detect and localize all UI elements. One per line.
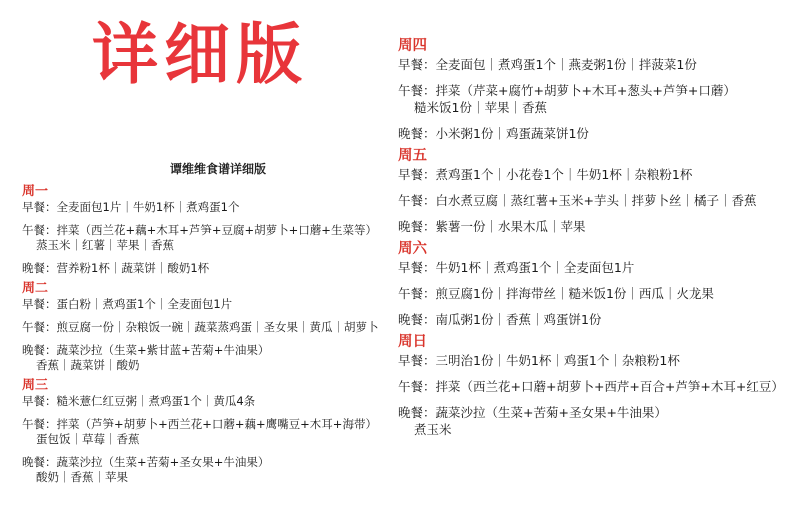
- meal-label: 早餐：: [22, 297, 57, 311]
- meal-dinner: [398, 218, 788, 235]
- meal-label: 早餐：: [398, 57, 436, 72]
- meal-lunch: [398, 285, 788, 302]
- meal-text: 糙米薏仁红豆粥｜煮鸡蛋1个｜黄瓜4条: [56, 394, 256, 408]
- meal-dinner: [22, 343, 392, 373]
- meal-breakfast: [22, 200, 392, 215]
- day-heading: 周六: [398, 241, 427, 257]
- day-block-friday: [398, 146, 788, 235]
- meal-text-continued: 蒸玉米｜红薯｜苹果｜香蕉: [36, 238, 174, 252]
- meal-text: 全麦面包1片｜牛奶1杯｜煮鸡蛋1个: [56, 200, 240, 214]
- meal-text: 蔬菜沙拉（生菜+苦菊+圣女果+牛油果）: [56, 455, 270, 469]
- meal-label: 早餐：: [22, 200, 57, 214]
- meal-label: 午餐：: [398, 286, 436, 301]
- meal-text: 紫薯一份｜水果木瓜｜苹果: [435, 219, 586, 234]
- meal-text: 拌菜（芹菜+腐竹+胡萝卜+木耳+葱头+芦笋+口蘑）: [435, 83, 736, 98]
- meal-label: 晚餐：: [22, 455, 57, 469]
- meal-label: 晚餐：: [22, 343, 57, 357]
- day-block-sunday: [398, 332, 788, 438]
- document-subtitle: 谭维维食谱详细版: [170, 162, 267, 176]
- day-block-wednesday: [22, 378, 392, 485]
- meal-label: 晚餐：: [398, 405, 436, 420]
- meal-text: 南瓜粥1份｜香蕉｜鸡蛋饼1份: [435, 312, 602, 327]
- meal-dinner: [398, 125, 788, 142]
- meal-dinner: [398, 404, 788, 438]
- meal-label: 早餐：: [398, 167, 436, 182]
- meal-text: 白水煮豆腐｜蒸红薯+玉米+芋头｜拌萝卜丝｜橘子｜香蕉: [435, 193, 757, 208]
- day-heading: 周四: [398, 38, 427, 54]
- meal-text-continued: 煮玉米: [414, 422, 452, 437]
- meal-label: 午餐：: [398, 83, 436, 98]
- meal-breakfast: [22, 297, 392, 312]
- day-block-thursday: [398, 36, 788, 142]
- meal-text: 牛奶1杯｜煮鸡蛋1个｜全麦面包1片: [435, 260, 635, 275]
- meal-breakfast: [398, 352, 788, 369]
- day-heading: 周三: [22, 378, 49, 393]
- meal-label: 晚餐：: [22, 261, 57, 275]
- meal-text: 拌菜（西兰花+口蘑+胡萝卜+西芹+百合+芦笋+木耳+红豆）: [435, 379, 784, 394]
- meal-label: 晚餐：: [398, 126, 436, 141]
- day-heading: 周一: [22, 184, 49, 199]
- meal-text: 蛋白粉｜煮鸡蛋1个｜全麦面包1片: [56, 297, 233, 311]
- meal-dinner: [22, 455, 392, 485]
- day-heading: 周五: [398, 148, 427, 164]
- meal-dinner: [398, 311, 788, 328]
- meal-text: 小米粥1份｜鸡蛋蔬菜饼1份: [435, 126, 589, 141]
- day-block-saturday: [398, 239, 788, 328]
- meal-label: 早餐：: [398, 353, 436, 368]
- meal-breakfast: [398, 56, 788, 73]
- right-column: [398, 36, 788, 442]
- meal-breakfast: [22, 394, 392, 409]
- meal-text-continued: 酸奶｜香蕉｜苹果: [36, 470, 128, 484]
- meal-label: 午餐：: [398, 193, 436, 208]
- meal-dinner: [22, 261, 392, 276]
- meal-label: 午餐：: [22, 223, 57, 237]
- meal-text-continued: 香蕉｜蔬菜饼｜酸奶: [36, 358, 140, 372]
- meal-text: 拌菜（芦笋+胡萝卜+西兰花+口蘑+藕+鹰嘴豆+木耳+海带）: [56, 417, 377, 431]
- day-block-tuesday: [22, 281, 392, 373]
- meal-text: 煮鸡蛋1个｜小花卷1个｜牛奶1杯｜杂粮粉1杯: [435, 167, 693, 182]
- meal-lunch: [22, 320, 392, 335]
- meal-lunch: [22, 417, 392, 447]
- meal-label: 午餐：: [22, 320, 57, 334]
- meal-label: 晚餐：: [398, 312, 436, 327]
- left-column: [22, 184, 392, 490]
- meal-label: 早餐：: [398, 260, 436, 275]
- meal-breakfast: [398, 259, 788, 276]
- meal-label: 午餐：: [398, 379, 436, 394]
- meal-lunch: [22, 223, 392, 253]
- meal-lunch: [398, 82, 788, 116]
- day-heading: 周日: [398, 334, 427, 350]
- meal-lunch: [398, 192, 788, 209]
- meal-label: 早餐：: [22, 394, 57, 408]
- meal-text: 营养粉1杯｜蔬菜饼｜酸奶1杯: [56, 261, 210, 275]
- meal-text: 蔬菜沙拉（生菜+苦菊+圣女果+牛油果）: [435, 405, 667, 420]
- meal-text: 煎豆腐1份｜拌海带丝｜糙米饭1份｜西瓜｜火龙果: [435, 286, 714, 301]
- meal-text: 三明治1份｜牛奶1杯｜鸡蛋1个｜杂粮粉1杯: [435, 353, 680, 368]
- meal-text: 拌菜（西兰花+藕+木耳+芦笋+豆腐+胡萝卜+口蘑+生菜等）: [56, 223, 377, 237]
- meal-text-continued: 糙米饭1份｜苹果｜香蕉: [414, 100, 547, 115]
- day-block-monday: [22, 184, 392, 276]
- meal-label: 午餐：: [22, 417, 57, 431]
- meal-text: 全麦面包｜煮鸡蛋1个｜燕麦粥1份｜拌菠菜1份: [435, 57, 697, 72]
- meal-text: 煎豆腐一份｜杂粮饭一碗｜蔬菜蒸鸡蛋｜圣女果｜黄瓜｜胡萝卜: [56, 320, 379, 334]
- meal-text: 蔬菜沙拉（生菜+紫甘蓝+苦菊+牛油果）: [56, 343, 270, 357]
- meal-text-continued: 蛋包饭｜草莓｜香蕉: [36, 432, 140, 446]
- page-title: 详细版: [92, 16, 308, 93]
- meal-breakfast: [398, 166, 788, 183]
- day-heading: 周二: [22, 281, 49, 296]
- meal-label: 晚餐：: [398, 219, 436, 234]
- meal-lunch: [398, 378, 788, 395]
